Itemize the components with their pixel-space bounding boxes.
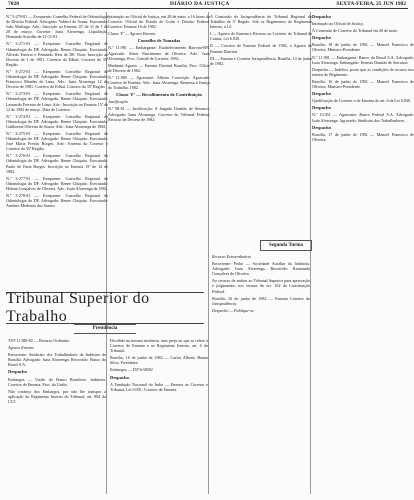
paragraph: Despacho — Indefiro, posto que as condições do recurso nos termos do Regimento. (312, 66, 414, 77)
subheading: Embargos — TST-6-98/82 (110, 367, 153, 373)
paragraph: N.º 98-81 — Justificação: A Jurgado Damião de Serranos. Advogado: Isaia Alvarenga. Corretor do Tribunal Federal, Recurso de Decreto de 1982. (108, 106, 210, 122)
presidencia-box: Presidência (74, 324, 136, 334)
paragraph: Mediante Agravo — Ementa Distrital Brasília, Proc. Ofício de Decreto de 1982. (108, 62, 210, 73)
paragraph: II — Corretor de Ementa Federal de 1982, a Agravo de Ementa Distrital. (210, 43, 312, 54)
paragraph: N.º 3-271-81 — Exequente: Conselho Regional de Odontologia do DF. Advogado: Renee Chiquito. Executado: Alfredo Tenório e Fernando Reis de DF. Nota: Inscrição ao Decreto de 1 de 1981. Corretor do Edital. Corretor da 35ª Região. (6, 41, 108, 67)
section-heading: Despacho (110, 374, 129, 380)
section-heading: Despacho (312, 35, 331, 41)
paragraph: N.º 3-277-81 — Exequente: Conselho Regional de Odontologia do DF. Advogado: Renee Chiquito. Executado: Helena Gonçalves de Oliveira. Adv.: Isaia Alvarenga de 1982. (6, 175, 108, 191)
section-heading: Conselho de Tomadas (137, 38, 181, 44)
subheading: Justificação (108, 99, 128, 105)
paragraph: N.º 11.985 — Agravante: Alberto Conceição. Agravado: Corretor de Ementa. Adv.: Isaia Alvarenga. Remessa à Justiça do Trabalho, 1982. (108, 74, 210, 91)
subheading: Agravo Ementa (8, 345, 34, 351)
column-1 (6, 14, 108, 210)
paragraph: Qualificação de Corretor e de Ementa do art. 6 da Lei 6.830. (312, 98, 412, 104)
paragraph: N.º 3-275-81 — Exequente: Conselho Regional de Odontologia do DF. Advogado: Renee Chiquito. Executado: José Maria Freitas Borges. Adv.: Ementa da Corretor e Corretor da 35ª Região. (6, 130, 108, 152)
paragraph: A Fundação Nacional do Índio — Ementa ao Corretor e Tribunal, Lei 6.001, Corretor de Ementa. (110, 381, 208, 392)
paragraph: N.º 3-272-81 — Exequente: Conselho Regional de Odontologia do DF. Advogado: Renee Chiquito. Executado: Francisco Mendes de Lima. Adv.: Isaia Alvarenga 12 do Decreto de 1981. Corretor do Edital. Corretor da 35ª Região. (6, 68, 108, 90)
column-4 (312, 14, 414, 144)
paragraph: Recorrente: Pedro — Sociedade Auxiliar da Indústria. Advogado: Isaia Alvarenga. Recorrido: Raimundo Gonçalves de Oliveira. (212, 261, 310, 277)
paragraph: Ao recurso de ambos ao Tribunal Superior para apreciação e julgamento, nos termos do art. 102 da Constituição Federal. (212, 278, 310, 294)
paragraph: Decidido na mesma instância, sem preju no que se refere à Corretor de Ementa e ao Regimento Interno, art. 6 do Tribunal. (110, 338, 208, 354)
paragraph: A Comissão de Jurisprudência do Tribunal Regional do Trabalho da 3ª Região. Sob os Regimentos do Regimento Interno, a 14. (210, 14, 312, 30)
paragraph: N.º 3-278-81 — Exequente: Conselho Regional de Odontologia do DF. Advogado: Renee Chiquito. Executado: Antônio Medeiros dos Santos. (6, 193, 108, 209)
lower-left-column (8, 338, 106, 406)
paragraph: N.º 3-276-81 — Exequente: Conselho Regional de Odontologia do DF. Advogado: Renee Chiquito. Executado: Paulo de Faria Borges. Inscrição ao Ementa 15ª de 12 de 1982. (6, 153, 108, 174)
column-divider (310, 12, 311, 494)
lower-middle-column (110, 338, 208, 394)
gazette-title: DIÁRIO DA JUSTIÇA (170, 1, 230, 7)
paragraph: Não conheço dos Embargos, por não lhe transpor a aplicação do Regimento Interno do Tribunal, art. 894 da CLT. (8, 388, 106, 404)
paragraph: Embargos — União do Banco Brasileiro. Indústria, Corretor de Ementa, Proc. da União. (8, 376, 106, 387)
header-rule (6, 8, 408, 9)
column-2 (108, 14, 210, 124)
paragraph: N.º 3-270-81 — Exequente: Conselho Federal de Odontologia do Distrito Federal. Advogado: Valdeci de Souza. Executado: João Madruga. Adv.: Inscrição ao Ementa 15ª de 11 de 1 de 20 de março. Corretor: Isaia Alvarenga. Liquidação. Demanda Acórdão de 12-11-81. (6, 14, 108, 40)
section-box-segunda-turma: Segunda Turma (260, 240, 312, 251)
paragraph: N.º 3-274-81 — Exequente: Conselho Regional de Odontologia do DF. Advogado: Renee Chiquito. Executado: Guilherme Oliveira de Souza. Adv.: Isaia Alvarenga de 1982. (6, 113, 108, 129)
paragraph: N.º 11.981 — Embargante: Estabelecimento Barreira-RN. Agravado: Almir Nascimento de Oliveira. Adv.: Isaia Alvarenga, Proc. Comitê de Corretor, 1982. (108, 45, 210, 61)
paragraph: Recorrente: Sindicato dos Trabalhadores da Indústria de Brasília. Advogado: Isaia Alvarenga. Recorrido: Banco do Brasil S.A. (8, 352, 106, 368)
paragraph: Brasília, 16 de junho de 1982 — Manoel Francisco de Oliveira, Ministro-Presidente. (312, 78, 414, 90)
paragraph: À Comissão de Corretor do Tribunal em 28 de maio. (312, 28, 399, 34)
paragraph: N.º 11.981 — Embargante: Banco do Brasil S.A. Advogado: Isaia Alvarenga. Embargado: Ernesto Damião de Serranos. (312, 54, 414, 65)
paragraph: Brasília, 16 de junho de 1982 — Carlos Alberto Barata Silva, Presidente. (110, 355, 208, 366)
paragraph: Brasília, 17 de junho de 1982 — Manoel Francisco de Oliveira. (312, 131, 414, 142)
section-heading: Classe 'F' — Recolhimento de Contribuição (116, 92, 202, 98)
paragraph: Intimação ao Oficial de Justiça. (312, 21, 364, 27)
column-3 (210, 14, 312, 68)
section-heading: Classe 'F' — Agravo Ementa (108, 31, 156, 37)
subheading: Despacho — Publique-se. (212, 307, 255, 313)
issue-date: SEXTA-FEIRA, 25 JUN 1982 (336, 1, 406, 7)
paragraph: III — Ementa e Corretor Jurisprudência. Brasília, 14 de junho de 1982. (210, 55, 312, 66)
court-banner (6, 292, 204, 324)
paragraph: I — Agravo de Ementa e Recurso ao Corretor do Tribunal de Contas, Lei 6.830. (210, 31, 312, 42)
paragraph: N.º 3-273-81 — Exequente: Conselho Regional de Odontologia do DF. Advogado: Renee Chiquito. Executado: Leonardo Ferreira de Lima. Adv.: Inscrição ao Ementa 15ª de 12 de 1982 de março. Data de Corretor. (6, 91, 108, 112)
paragraph: TST-11.388-82 — Recurso Ordinário (8, 338, 70, 343)
paragraph: Intimação ao Oficial de Justiça, em 28 de maio, a 16 horas do Corretor: Oficial do Estado de Goiás e Distrito Federal. Corretor: Ementa 16 de 1982. (108, 14, 210, 30)
page-header (0, 0, 414, 14)
page-number: 7028 (8, 1, 19, 7)
column-3-lower (212, 254, 310, 315)
subheading: Recurso Extraordinário (212, 254, 252, 259)
section-heading: Despacho (312, 124, 331, 130)
section-heading: Despacho (312, 91, 331, 97)
paragraph: Brasília, 18 de junho de 1982 — Manoel Francisco de Oliveira, Ministro-Presidente. (312, 42, 414, 53)
section-heading: Despacho (8, 369, 27, 375)
paragraph: N.º 13.051 — Agravante: Banco Federal S.A. Advogado: Isaia Alvarenga. Agravado: Sindicato dos Trabalhadores. (312, 112, 414, 123)
court-banner-title: Tribunal Superior do Trabalho (6, 290, 150, 325)
paragraph: Brasília, 16 de junho de 1982 — Ementa Corretor da Jurisprudência. (212, 295, 310, 306)
section-heading: Despacho (312, 105, 331, 111)
section-heading: Despacho (312, 14, 331, 19)
